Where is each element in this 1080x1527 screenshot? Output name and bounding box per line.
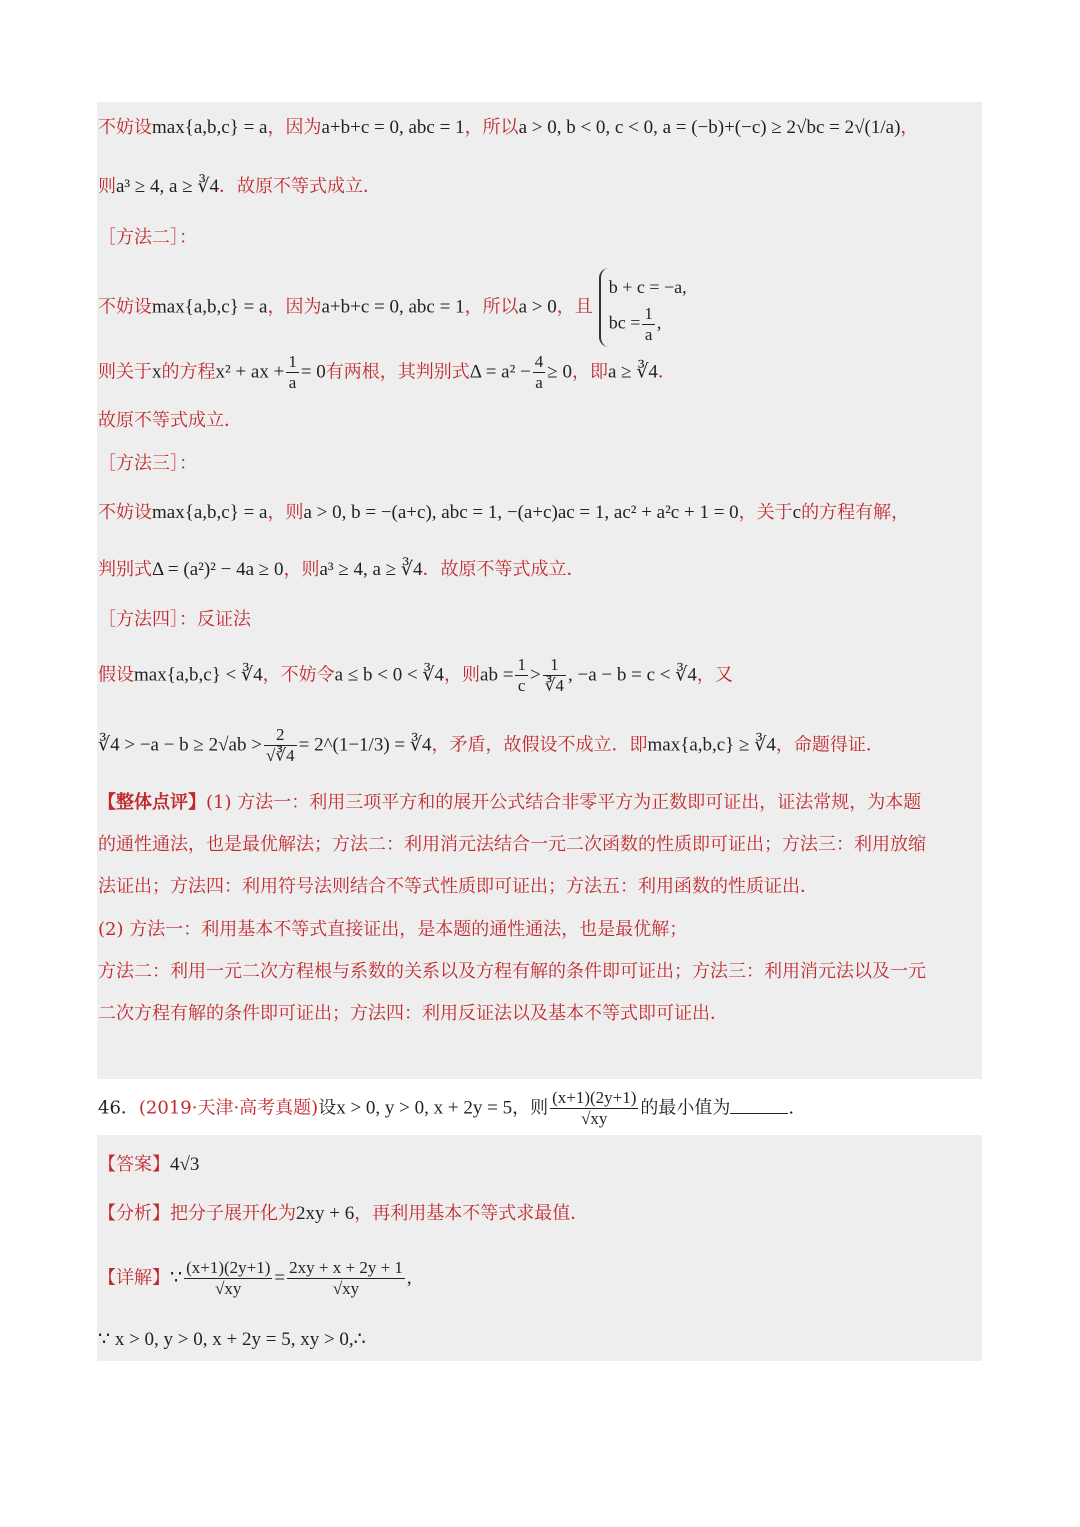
math: max{a,b,c} = a bbox=[152, 296, 268, 318]
numerator: 1 bbox=[543, 655, 566, 676]
answer-blank bbox=[730, 1095, 788, 1114]
review-line1 bbox=[98, 790, 921, 816]
math: x > 0, y > 0, x + 2y = 5 bbox=[336, 1097, 513, 1119]
math: max{a,b,c} = a bbox=[152, 117, 268, 138]
text: ，所以 bbox=[464, 117, 519, 138]
numerator: 2xy + x + 2y + 1 bbox=[289, 1258, 403, 1277]
fraction bbox=[515, 655, 528, 696]
math: a ≥ ∛4 bbox=[607, 361, 658, 383]
text: ．故原不等式成立． bbox=[219, 176, 382, 197]
numerator: (x+1)(2y+1) bbox=[186, 1258, 271, 1277]
fraction bbox=[533, 352, 546, 393]
text: ，所以 bbox=[464, 296, 519, 318]
denominator: √xy bbox=[215, 1279, 242, 1298]
math: , −a − b = c < ∛4 bbox=[568, 664, 697, 686]
method3-line1 bbox=[98, 500, 909, 526]
review-line3: 法证出；方法四：利用符号法则结合不等式性质即可证出；方法五：利用函数的性质证出． bbox=[98, 876, 818, 897]
review-tag: 【整体点评】 bbox=[98, 792, 206, 813]
answer-line bbox=[98, 1152, 199, 1178]
method4-line2 bbox=[98, 725, 884, 766]
math: = 2^(1−1/3) = ∛4 bbox=[298, 734, 432, 756]
denominator: √xy bbox=[332, 1279, 360, 1298]
math: a ≤ b < 0 < ∛4 bbox=[334, 664, 445, 686]
math: x bbox=[152, 361, 162, 383]
math: = 0 bbox=[300, 361, 326, 383]
math: x² + ax + bbox=[215, 361, 285, 383]
detail-line1 bbox=[98, 1258, 412, 1299]
equation-system bbox=[599, 268, 687, 347]
text: 有两根，其判别式 bbox=[325, 361, 470, 383]
fraction bbox=[287, 1258, 405, 1299]
text: 则 bbox=[98, 176, 116, 197]
text: (1) 方法一：利用三项平方和的展开公式结合非零平方为正数即可证出，证法常规，为本题 bbox=[206, 792, 922, 813]
text: ，则 bbox=[283, 559, 320, 580]
method4-heading: ［方法四］：反证法 bbox=[98, 609, 251, 630]
question-46 bbox=[98, 1088, 794, 1129]
answer-value: 4√3 bbox=[170, 1154, 200, 1175]
text: ，不妨令 bbox=[262, 664, 335, 686]
question-source: (2019·天津·高考真题) bbox=[138, 1097, 319, 1119]
denominator: a bbox=[644, 325, 653, 344]
denominator: ∛4 bbox=[544, 676, 565, 695]
text: 把分子展开化为 bbox=[170, 1203, 296, 1224]
math: ∵ x > 0, y > 0, x + 2y = 5, xy > 0,∴ bbox=[98, 1329, 366, 1350]
fraction bbox=[543, 655, 566, 696]
text: ，则 bbox=[267, 502, 304, 523]
denominator: √xy bbox=[581, 1109, 608, 1128]
text: 不妨设 bbox=[98, 502, 152, 523]
text: 的方程 bbox=[161, 361, 216, 383]
math: max{a,b,c} ≥ ∛4 bbox=[647, 734, 776, 756]
text: ，因为 bbox=[267, 117, 322, 138]
numerator: (x+1)(2y+1) bbox=[552, 1088, 637, 1107]
text: 的方程有解， bbox=[801, 502, 910, 523]
math: bc = bbox=[608, 312, 641, 333]
method4-line1 bbox=[98, 655, 733, 696]
math: a³ ≥ 4, a ≥ ∛4 bbox=[116, 176, 220, 197]
numerator: 1 bbox=[644, 304, 653, 323]
method3-line2 bbox=[98, 557, 584, 583]
numerator: 1 bbox=[517, 655, 526, 674]
detail-tag: 【详解】 bbox=[98, 1267, 170, 1289]
math: a³ ≥ 4, a ≥ ∛4 bbox=[319, 559, 423, 580]
text: 则关于 bbox=[98, 361, 152, 383]
math: ≥ 0 bbox=[547, 361, 572, 383]
text: 不妨设 bbox=[98, 117, 152, 138]
review-line5: 方法二：利用一元二次方程根与系数的关系以及方程有解的条件即可证出；方法三：利用消元法以及一元 bbox=[98, 961, 926, 982]
numerator: 1 bbox=[288, 352, 297, 371]
math: a > 0 bbox=[518, 296, 557, 318]
fraction bbox=[286, 352, 299, 393]
text: ，再利用基本不等式求最值． bbox=[354, 1203, 589, 1224]
fraction bbox=[184, 1258, 272, 1299]
fraction bbox=[264, 725, 297, 766]
math: = bbox=[274, 1267, 286, 1289]
system-row bbox=[609, 304, 687, 345]
review-line2: 的通性通法，也是最优解法；方法二：利用消元法结合一元二次函数的性质即可证出；方法三：利用放缩 bbox=[98, 834, 926, 855]
math: a+b+c = 0, abc = 1 bbox=[321, 296, 465, 318]
review-line4: (2) 方法一：利用基本不等式直接证出，是本题的通性通法，也是最优解； bbox=[98, 919, 688, 940]
denominator: c bbox=[517, 676, 526, 695]
method2-heading: ［方法二］： bbox=[98, 227, 197, 248]
math: ∵ bbox=[170, 1267, 183, 1289]
text: 判别式 bbox=[98, 559, 152, 580]
text: ，即 bbox=[571, 361, 608, 383]
denominator: a bbox=[535, 373, 543, 392]
math: ∛4 > −a − b ≥ 2√ab > bbox=[98, 734, 262, 756]
method2-line2 bbox=[98, 352, 676, 393]
text: ，命题得证． bbox=[775, 734, 884, 756]
math: a > 0, b = −(a+c), abc = 1, −(a+c)ac = 1, ac² + a²c + 1 = 0 bbox=[303, 502, 739, 523]
math: Δ = (a²)² − 4a ≥ 0 bbox=[152, 559, 284, 580]
math: c bbox=[792, 502, 802, 523]
system-row: b + c = −a, bbox=[608, 277, 687, 297]
numerator: 2 bbox=[264, 725, 297, 746]
text: ． bbox=[657, 361, 676, 383]
analysis-tag: 【分析】 bbox=[98, 1203, 170, 1224]
denominator: a bbox=[288, 373, 297, 392]
text: 的最小值为 bbox=[640, 1097, 731, 1119]
text: ， bbox=[900, 117, 919, 138]
answer-tag: 【答案】 bbox=[98, 1154, 170, 1175]
text: ，因为 bbox=[267, 296, 322, 318]
text: 设 bbox=[318, 1097, 337, 1119]
math: max{a,b,c} < ∛4 bbox=[134, 664, 263, 686]
method1-line2 bbox=[98, 174, 381, 200]
text: ，矛盾，故假设不成立．即 bbox=[431, 734, 648, 756]
text: ，且 bbox=[556, 296, 593, 318]
method2-line1 bbox=[98, 268, 687, 347]
math: Δ = a² − bbox=[469, 361, 531, 383]
analysis-line bbox=[98, 1201, 588, 1227]
text: ，则 bbox=[444, 664, 481, 686]
math: a+b+c = 0, abc = 1 bbox=[321, 117, 465, 138]
denominator: √∛4 bbox=[265, 746, 295, 765]
method2-conclusion: 故原不等式成立． bbox=[98, 410, 242, 431]
question-number: 46． bbox=[98, 1097, 139, 1119]
math: a > 0, b < 0, c < 0, a = (−b)+(−c) ≥ 2√bc = 2√(1/a) bbox=[518, 117, 901, 138]
method3-heading: ［方法三］： bbox=[98, 453, 197, 474]
fraction bbox=[550, 1088, 638, 1129]
text: 假设 bbox=[98, 664, 134, 686]
detail-line2 bbox=[98, 1327, 366, 1353]
text: ，则 bbox=[512, 1097, 549, 1119]
text: . bbox=[788, 1097, 795, 1119]
math: , bbox=[406, 1267, 412, 1289]
math: 2xy + 6 bbox=[296, 1203, 355, 1224]
text: ，又 bbox=[696, 664, 733, 686]
math: max{a,b,c} = a bbox=[152, 502, 268, 523]
math: ab = bbox=[480, 664, 514, 686]
review-line6: 二次方程有解的条件即可证出；方法四：利用反证法以及基本不等式即可证出． bbox=[98, 1003, 728, 1024]
method1-line1 bbox=[98, 115, 918, 141]
text: 不妨设 bbox=[98, 296, 152, 318]
math: , bbox=[656, 312, 662, 333]
text: ，关于 bbox=[738, 502, 793, 523]
math: > bbox=[529, 664, 541, 686]
fraction bbox=[642, 304, 655, 345]
text: ．故原不等式成立． bbox=[422, 559, 585, 580]
numerator: 4 bbox=[534, 352, 544, 371]
